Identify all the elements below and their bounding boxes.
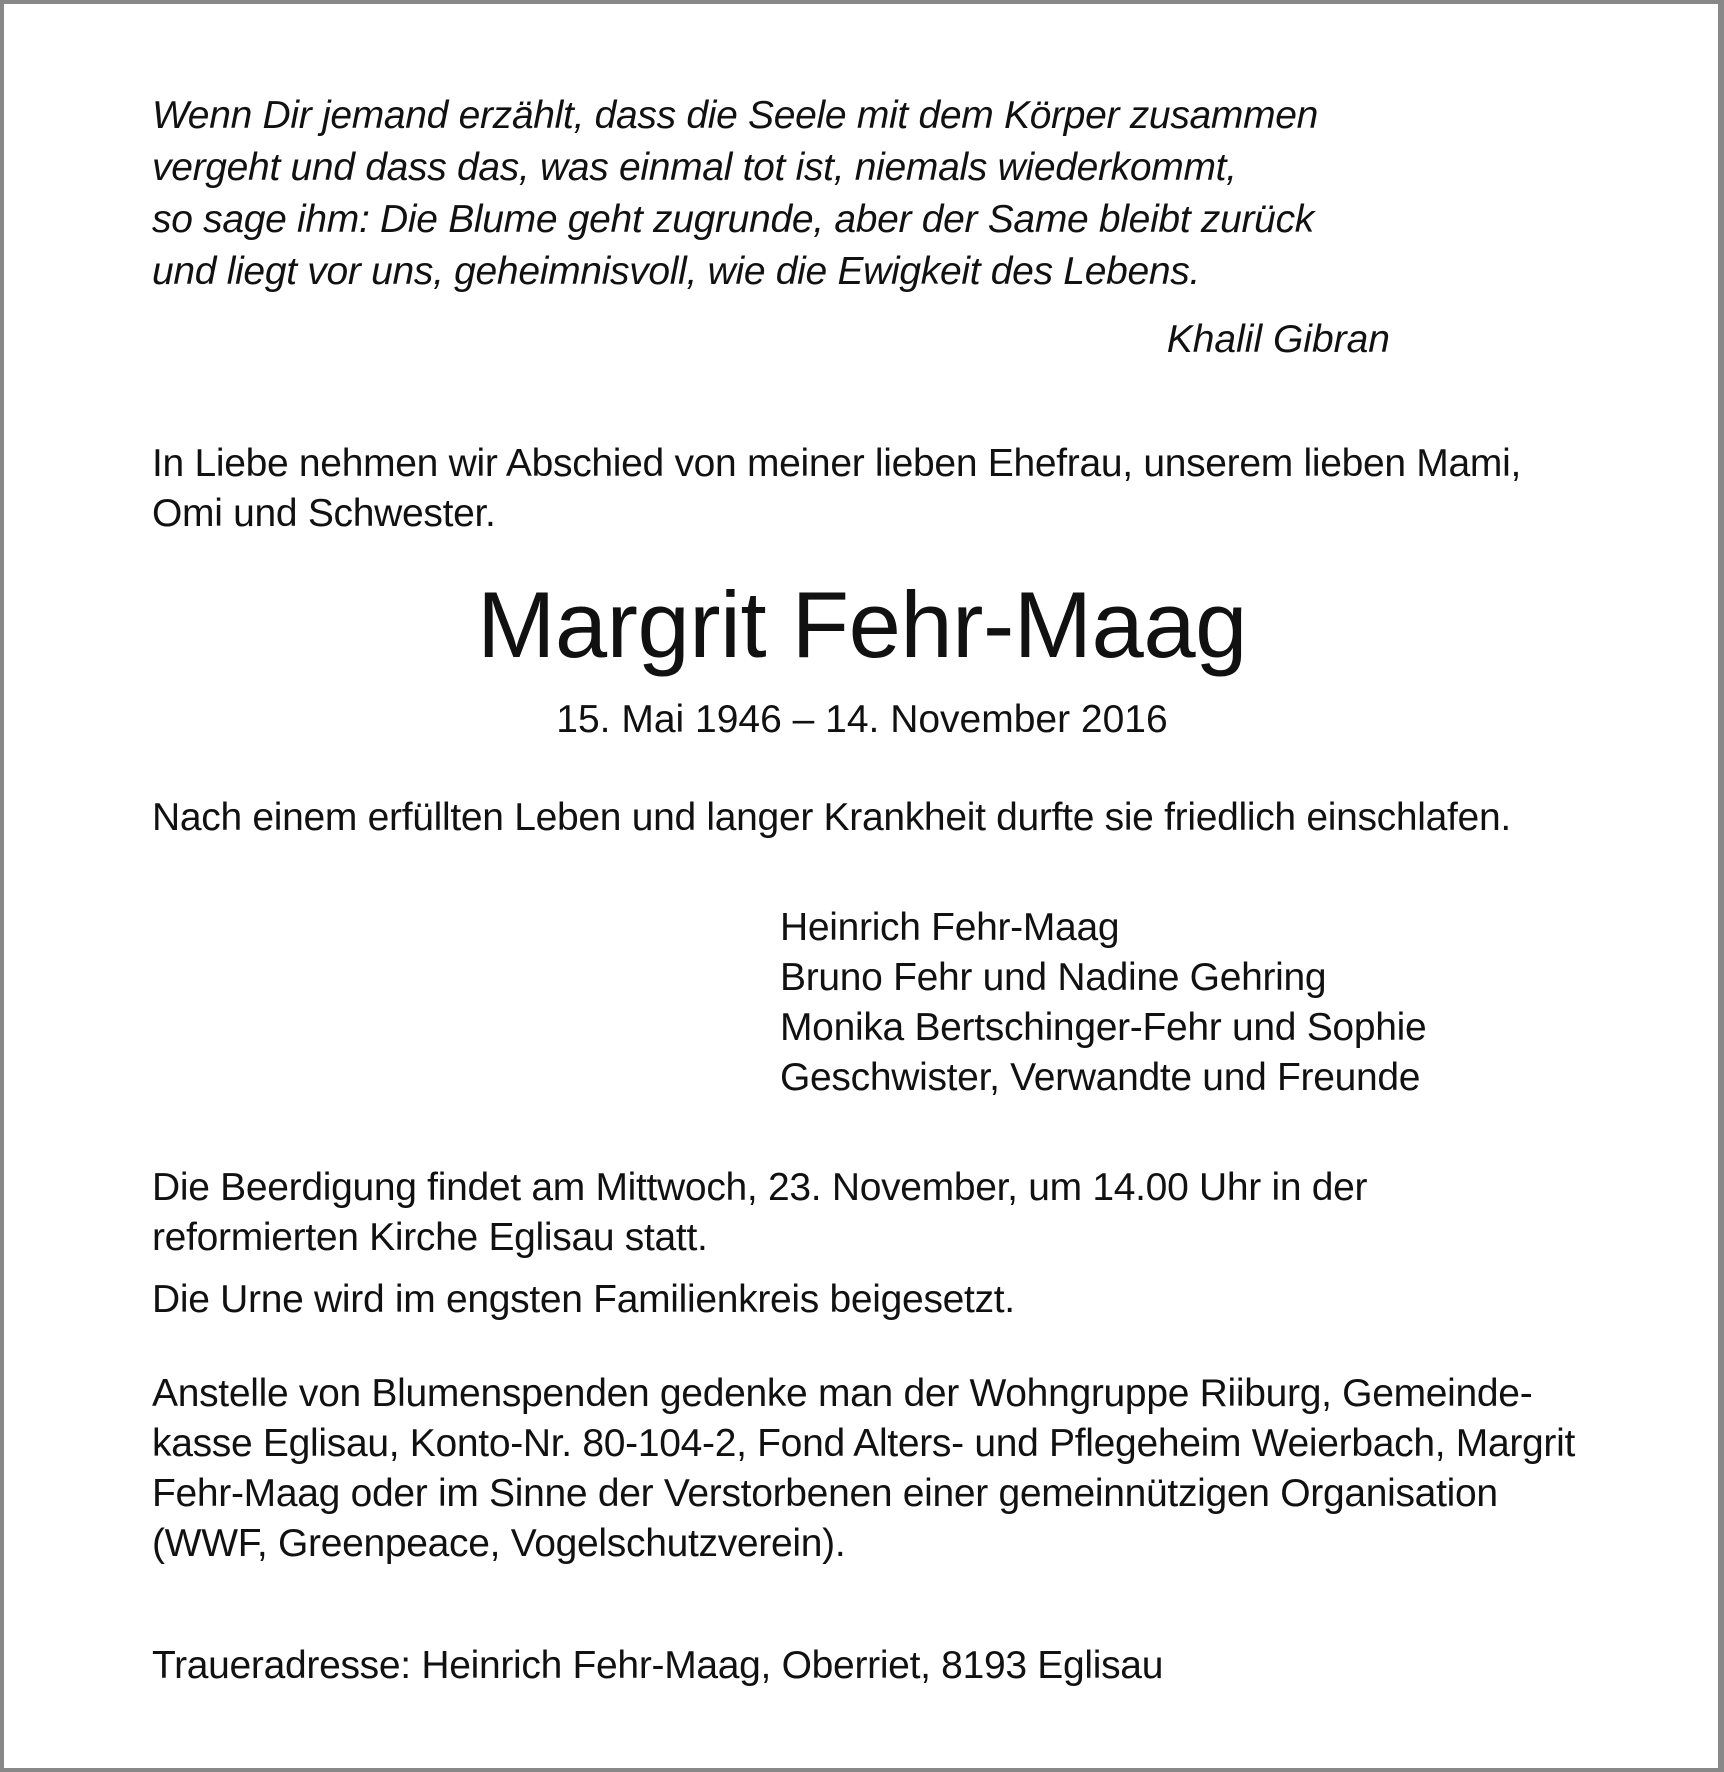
intro-line: Omi und Schwester. — [152, 492, 496, 535]
funeral-line: reformierten Kirche Eglisau statt. — [152, 1216, 708, 1259]
quote-line: so sage ihm: Die Blume geht zugrunde, aber der Same bleibt zurück — [152, 198, 1314, 241]
mourner: Monika Bertschinger-Fehr und Sophie — [780, 1006, 1427, 1049]
life-dates: 15. Mai 1946 – 14. November 2016 — [556, 698, 1168, 741]
quote-line: Wenn Dir jemand erzählt, dass die Seele mit dem Körper zusammen — [152, 94, 1319, 137]
quote-line: vergeht und dass das, was einmal tot ist, niemals wiederkommt, — [152, 146, 1237, 189]
donation-line: Fehr-Maag oder im Sinne der Verstorbenen einer gemeinnützigen Organisation — [152, 1472, 1498, 1515]
mourner: Heinrich Fehr-Maag — [780, 906, 1120, 949]
donation-line: Anstelle von Blumenspenden gedenke man der Wohngruppe Riiburg, Gemeinde- — [152, 1372, 1533, 1415]
deceased-name: Margrit Fehr-Maag — [477, 572, 1247, 677]
mourning-address: Traueradresse: Heinrich Fehr-Maag, Oberriet, 8193 Eglisau — [152, 1644, 1164, 1687]
mourner: Geschwister, Verwandte und Freunde — [780, 1056, 1421, 1099]
donation-line: kasse Eglisau, Konto-Nr. 80-104-2, Fond Alters- und Pflegeheim Weierbach, Margrit — [152, 1422, 1576, 1465]
mourner: Bruno Fehr und Nadine Gehring — [780, 956, 1327, 999]
quote-line: und liegt vor uns, geheimnisvoll, wie die Ewigkeit des Lebens. — [152, 250, 1200, 293]
intro-line: In Liebe nehmen wir Abschied von meiner lieben Ehefrau, unserem lieben Mami, — [152, 442, 1521, 485]
passing-note: Nach einem erfüllten Leben und langer Krankheit durfte sie friedlich einschlafen. — [152, 796, 1511, 839]
funeral-line: Die Beerdigung findet am Mittwoch, 23. November, um 14.00 Uhr in der — [152, 1166, 1368, 1209]
donation-line: (WWF, Greenpeace, Vogelschutzverein). — [152, 1522, 846, 1565]
quote-author: Khalil Gibran — [1166, 318, 1390, 361]
urn-note: Die Urne wird im engsten Familienkreis beigesetzt. — [152, 1278, 1015, 1321]
